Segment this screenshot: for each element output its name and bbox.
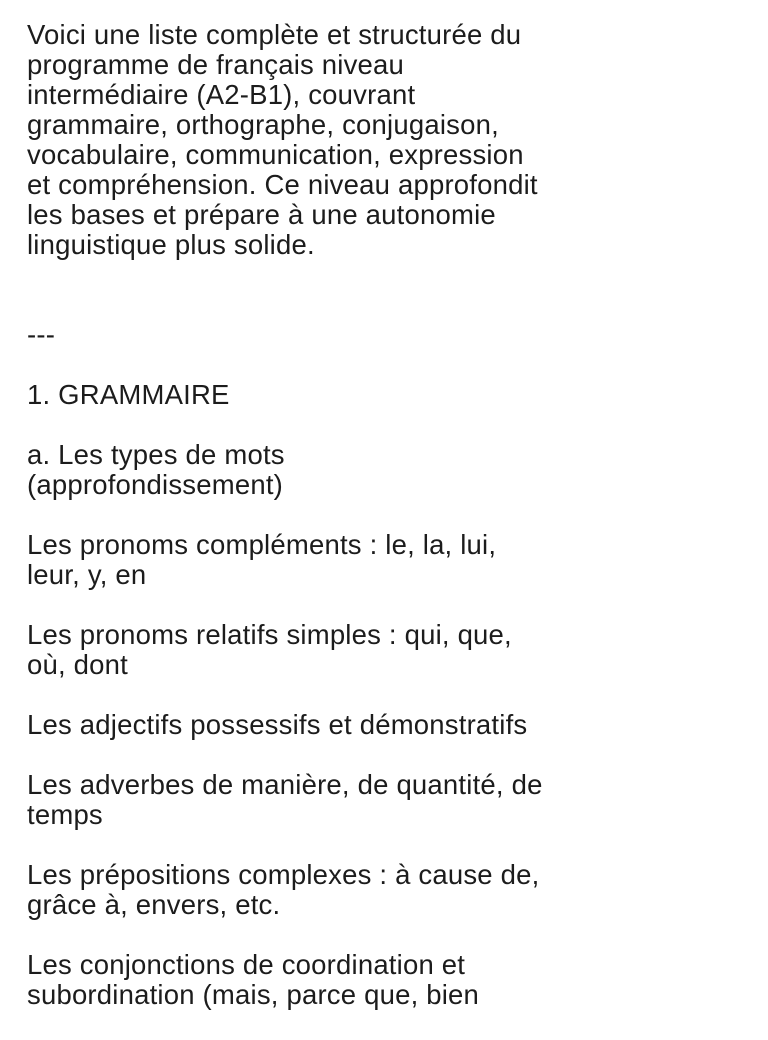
separator-text: --- [27, 319, 56, 350]
intro-line: grammaire, orthographe, conjugaison, [27, 109, 499, 140]
list-item-line: leur, y, en [27, 559, 147, 590]
list-item-line: temps [27, 799, 103, 830]
list-item [27, 950, 757, 1010]
section-title-text: 1. GRAMMAIRE [27, 379, 230, 410]
subsection-line: (approfondissement) [27, 469, 284, 500]
intro-line: programme de français niveau [27, 49, 405, 80]
intro-line: intermédiaire (A2-B1), couvrant [27, 79, 416, 110]
separator [27, 320, 757, 350]
list-item-line: subordination (mais, parce que, bien [27, 979, 480, 1010]
list-item-line: Les conjonctions de coordination et [27, 949, 466, 980]
intro-line: et compréhension. Ce niveau approfondit [27, 169, 538, 200]
list-item [27, 710, 757, 740]
list-item-line: grâce à, envers, etc. [27, 889, 281, 920]
list-item-line: où, dont [27, 649, 128, 680]
intro-line: Voici une liste complète et structurée du [27, 19, 522, 50]
list-item-line: Les prépositions complexes : à cause de, [27, 859, 540, 890]
section-title [27, 380, 757, 410]
list-item-line: Les pronoms compléments : le, la, lui, [27, 529, 497, 560]
intro-line: les bases et prépare à une autonomie [27, 199, 496, 230]
list-item [27, 620, 757, 680]
list-item-line: Les adverbes de manière, de quantité, de [27, 769, 543, 800]
list-item-line: Les pronoms relatifs simples : qui, que, [27, 619, 512, 650]
list-item [27, 770, 757, 830]
list-item-line: Les adjectifs possessifs et démonstratifs [27, 709, 528, 740]
intro-line: linguistique plus solide. [27, 229, 315, 260]
list-item [27, 860, 757, 920]
intro-line: vocabulaire, communication, expression [27, 139, 524, 170]
intro-paragraph [27, 20, 757, 260]
list-item [27, 530, 757, 590]
subsection-line: a. Les types de mots [27, 439, 285, 470]
document-page [27, 20, 757, 1040]
subsection-title [27, 440, 757, 500]
